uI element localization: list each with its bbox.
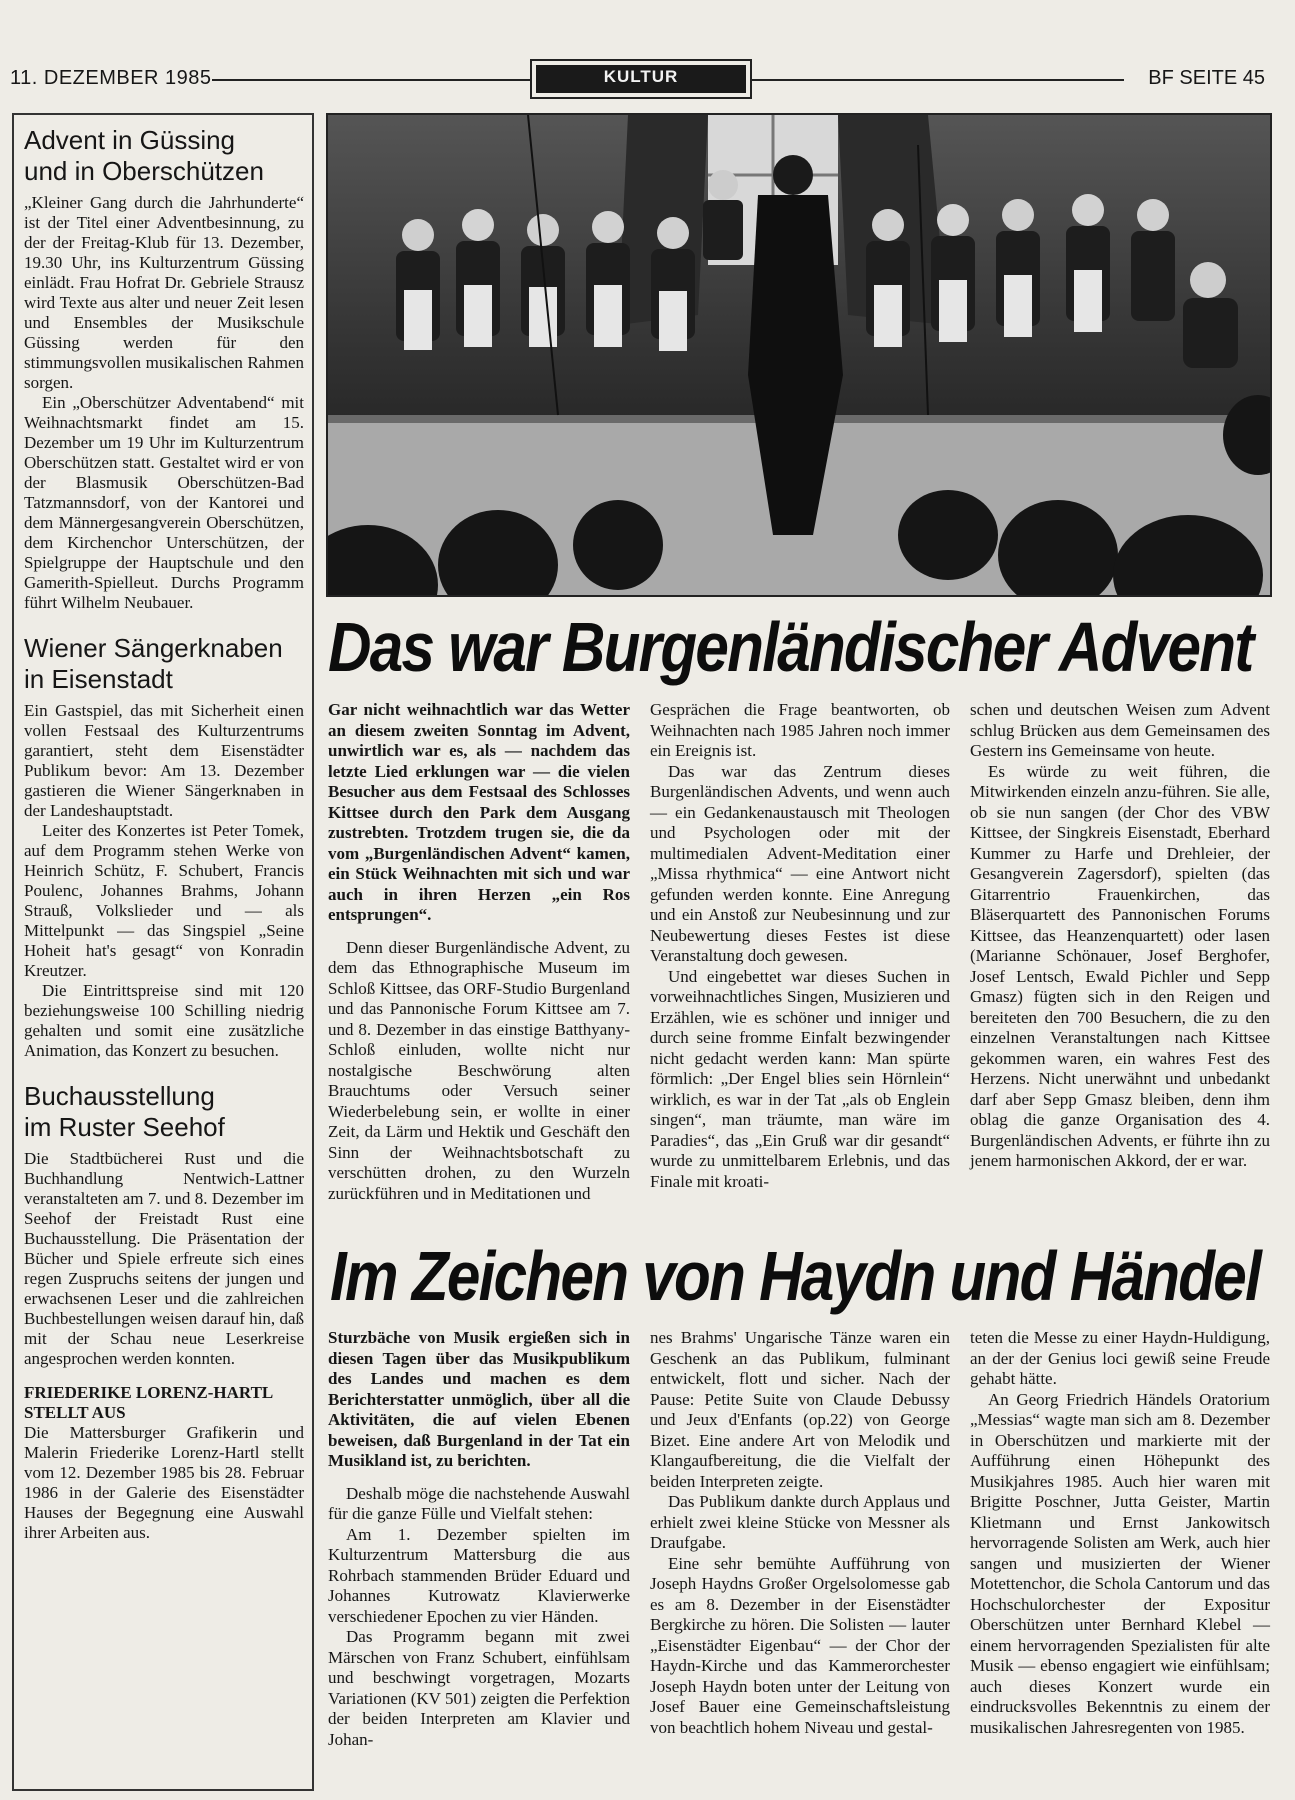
advent-column-1 <box>328 700 630 1204</box>
sidebar-news-box <box>12 113 314 1791</box>
page-header <box>0 55 1295 105</box>
heading-line: im Ruster Seehof <box>24 1112 225 1142</box>
heading-line: Advent in Güssing <box>24 125 236 155</box>
paragraph: Die Mattersburger Grafikerin und Malerin Friederike Lorenz-Hartl stellt vom 12. Dezember 1985 bis 28. Februar 1986 in der Galerie des Eisenstädter Hauses der Begegnung eine Auswahl ihrer Arbeiten aus. <box>24 1423 304 1542</box>
choir-photo-illustration <box>328 115 1270 595</box>
section-box <box>530 59 752 99</box>
paragraph: Eine sehr bemühte Aufführung von Joseph Haydns Großer Orgelsolomesse gab es am 8. Dezember in der Eisenstädter Bergkirche zu hören. Die Solisten — lauter „Eisenstädter Eigenbau“ — der Chor der Haydn-Kirche und das Kammerorchester Joseph Haydn boten unter der Leitung von Josef Bauer eine Gemeinschaftsleistung von beachtlich hohem Niveau und gestal- <box>650 1553 950 1737</box>
paragraph: Am 1. Dezember spielten im Kulturzentrum Mattersburg die aus Rohrbach stammenden Brüder Eduard und Johannes Kutrowatz Klavierwerke verschiedener Epochen zu vier Händen. <box>328 1524 630 1626</box>
paragraph: Ein „Oberschützer Adventabend“ mit Weihnachtsmarkt findet am 15. Dezember um 19 Uhr im Kulturzentrum Oberschützen statt. Gestaltet wird er von der Blasmusik Oberschützen-Bad Tatzmannsdorf, von der Kantorei und dem Männergesangverein Oberschützen, dem Kirchenchor Unterschützen, der Spielgruppe der Hauptschule und den Gamerith-Spielleut. Durchs Programm führt Wilhelm Neubauer. <box>24 393 304 612</box>
heading-line: in Eisenstadt <box>24 664 173 694</box>
paragraph: Und eingebettet war dieses Suchen in vorweihnachtliches Singen, Musizieren und Erzählen, wie es schöner und inniger und durch seine fromme Einfalt bezwingender nicht gedacht werden kann: Man spürte förmlich: „Der Engel blies sein Hörnlein“ wirklich, es war in der Tat „als ob Englein singen“, man träumte, man wäre im Paradies“, das „Ein Gruß war dir gesandt“ wurde zu unmittelbarem Erlebnis, und das Finale mit kroati- <box>650 966 950 1191</box>
issue-date: 11. DEZEMBER 1985 <box>10 67 212 89</box>
paragraph: Gesprächen die Frage beantworten, ob Weihnachten nach 1985 Jahren noch immer ein Ereignis ist. <box>650 700 950 760</box>
lead-paragraph: Gar nicht weihnachtlich war das Wetter an diesem zweiten Sonntag im Advent, unwirtlich war es, als — nachdem das letzte Lied erklungen war — die vielen Besucher aus dem Festsaal des Schlosses Kittsee durch den Park dem Ausgang zustrebten. Trotzdem trugen sie, die da vom „Burgenländischen Advent“ kamen, ein Stück Weihnachten mit sich und war auch in ihren Herzen „ein Ros entsprungen“. <box>328 700 630 924</box>
heading-line: Wiener Sängerknaben <box>24 633 283 663</box>
article-heading <box>24 633 304 695</box>
header-rule-right <box>752 79 1124 81</box>
paragraph: Deshalb möge die nachstehende Auswahl für die ganze Fülle und Vielfalt stehen: <box>328 1483 630 1523</box>
advent-column-2 <box>650 700 950 1192</box>
heading-line: Buchausstellung <box>24 1081 215 1111</box>
paragraph: teten die Messe zu einer Haydn-Huldigung, an der der Genius loci gewiß seine Freude gehabt hätte. <box>970 1328 1270 1388</box>
haydn-column-1 <box>328 1328 630 1750</box>
paragraph: schen und deutschen Weisen zum Advent schlug Brücken aus dem Gemeinsamen des Gestern ins Gemeinsame von heute. <box>970 700 1270 760</box>
subheading: FRIEDERIKE LORENZ-HARTL STELLT AUS <box>24 1383 273 1422</box>
paragraph: Das Programm begann mit zwei Märschen von Franz Schubert, einfühlsam und beschwingt vorgetragen, Mozarts Variationen (KV 501) zeigten die Perfektion der beiden Interpreten am Klavier und Johan- <box>328 1627 630 1749</box>
paragraph: Ein Gastspiel, das mit Sicherheit einen vollen Festsaal des Kulturzentrums garantiert, steht dem Eisenstädter Publikum bevor: Am 13. Dezember gastieren die Wiener Sängerknaben in der Landeshauptstadt. <box>24 701 304 820</box>
article-heading <box>24 125 304 187</box>
paragraph: Die Eintrittspreise sind mit 120 beziehungsweise 100 Schilling niedrig gehalten und somit eine zusätzliche Animation, das Konzert zu besuchen. <box>24 981 304 1060</box>
haydn-column-3 <box>970 1328 1270 1738</box>
paragraph: Denn dieser Burgenländische Advent, zu dem das Ethnographische Museum im Schloß Kittsee, das ORF-Studio Burgenland und das Pannonische Forum Kittsee am 7. und 8. Dezember in das einstige Batthyany-Schloß einluden, wollte nicht nur nostalgische Beschwörung alten Brauchtums oder Versuch seiner Wiederbelebung sein, er wollte in einer Zeit, da Lärm und Hektik und Geschäft den Sinn der Weihnachtsbotschaft zu verschütten drohen, zu den Wurzeln zurückführen und in Meditationen und <box>328 937 630 1203</box>
advent-column-3 <box>970 700 1270 1172</box>
heading-line: und in Oberschützen <box>24 156 264 186</box>
advent-headline: Das war Burgenländischer Advent <box>328 608 1253 686</box>
paragraph: Das war das Zentrum dieses Burgenländischen Advents, und wenn auch — ein Gedankenaustausch mit Theologen und Psychologen oder mit der multimedialen Advent-Meditation einer „Missa rhythmica“ — eine Antwort nicht gefunden werden konnte. Eine Anregung und ein Anstoß zur Neubesinnung und zur Neubewertung dieses Festes ist diese Veranstaltung doch gewesen. <box>650 761 950 965</box>
paragraph: An Georg Friedrich Händels Oratorium „Messias“ wagte man sich am 8. Dezember in Oberschützen und markierte mit der Aufführung einen Höhepunkt des Musikjahres 1985. Auch hier waren mit Brigitte Poschner, Jutta Geister, Martin Klietmann und Ernst Jankowitsch hervorragende Solisten am Werk, auch hier sangen und musizierten der Wiener Motettenchor, die Schola Cantorum und das Hochschulorchester der Expositur Oberschützen unter Bernhard Klebel — einem hervorragenden Spezialisten für alte Musik — ebenso engagiert wie einfühlsam; auch dieses Konzert wurde ein eindrucksvolles Bekenntnis zu einem der musikalischen Jahresregenten von 1985. <box>970 1389 1270 1737</box>
choir-photo <box>326 113 1272 597</box>
article-heading <box>24 1081 304 1143</box>
paragraph: Das Publikum dankte durch Applaus und erhielt zwei kleine Stücke von Messner als Draufgabe. <box>650 1492 950 1552</box>
section-label: KULTUR <box>536 65 746 93</box>
header-rule-left <box>212 79 530 81</box>
paragraph: Es würde zu weit führen, die Mitwirkenden einzeln anzu-führen. Sie alle, ob sie nun sangen (der Chor des VBW Kittsee, der Singkreis Eisenstadt, Eberhard Kummer zu Harfe und Drehleier, der Gesangverein Zagersdorf), spielten (das Gitarrentrio Frauenkirchen, das Bläserquartett des Pannonischen Forums Kittsee, das Heanzenquartett) oder lasen (Marianne Schönauer, Josef Berghofer, Josef Lentsch, Ewald Pichler und Sepp Gmasz) fügten sich in den Reigen und bereiteten den 700 Besuchern, die zu den einzelnen Veranstaltungen nach Kittsee gekommen waren, ein wahres Fest des Herzens. Nicht unerwähnt und unbedankt darf aber Sepp Gmasz bleiben, denn ihm oblag die ganze Organisation des 4. Burgenländischen Advents, er führte ihn zu jenem harmonischen Akkord, der er war. <box>970 761 1270 1170</box>
paragraph: Die Stadtbücherei Rust und die Buchhandlung Nentwich-Lattner veranstalteten am 7. und 8. Dezember im Seehof der Freistadt Rust eine Buchausstellung. Die Präsentation der Bücher und Spiele erfreute sich eines regen Zuspruchs seitens der jungen und erwachsenen Leser und die zahlreichen Buchbestellungen weisen darauf hin, daß mit der Schau neue Leserkreise angesprochen werden konnten. <box>24 1149 304 1368</box>
paragraph: nes Brahms' Ungarische Tänze waren ein Geschenk an das Publikum, fulminant entwickelt, flott und sicher. Nach der Pause: Petite Suite von Claude Debussy und Jeux d'Enfants (op.22) von George Bizet. Eine andere Art von Melodik und Klangaufbereitung, die die Vielfalt der beiden Interpreten zeigte. <box>650 1328 950 1491</box>
haydn-column-2 <box>650 1328 950 1738</box>
paragraph: „Kleiner Gang durch die Jahrhunderte“ ist der Titel einer Adventbesinnung, zu der der Freitag-Klub für 13. Dezember, 19.30 Uhr, ins Kulturzentrum Güssing einlädt. Frau Hofrat Dr. Gebriele Strausz wird Texte aus alter und neuer Zeit lesen und Ensembles der Musikschule Güssing werden für den stimmungsvollen musikalischen Rahmen sorgen. <box>24 193 304 392</box>
haydn-headline: Im Zeichen von Haydn und Händel <box>330 1237 1261 1315</box>
page-number: BF SEITE 45 <box>1148 67 1265 89</box>
lead-paragraph: Sturzbäche von Musik ergießen sich in diesen Tagen über das Musikpublikum des Landes und machen es dem Berichterstatter unmöglich, über all die Aktivitäten, die auf vielen Ebenen beweisen, daß Burgenland in der Tat ein Musikland ist, zu berichten. <box>328 1328 630 1470</box>
paragraph: Leiter des Konzertes ist Peter Tomek, auf dem Programm stehen Werke von Heinrich Schütz, F. Schubert, Francis Poulenc, Johannes Brahms, Johann Strauß, Volkslieder und — als Mittelpunkt — das Singspiel „Seine Hoheit hat's gesagt“ von Konradin Kreutzer. <box>24 821 304 980</box>
